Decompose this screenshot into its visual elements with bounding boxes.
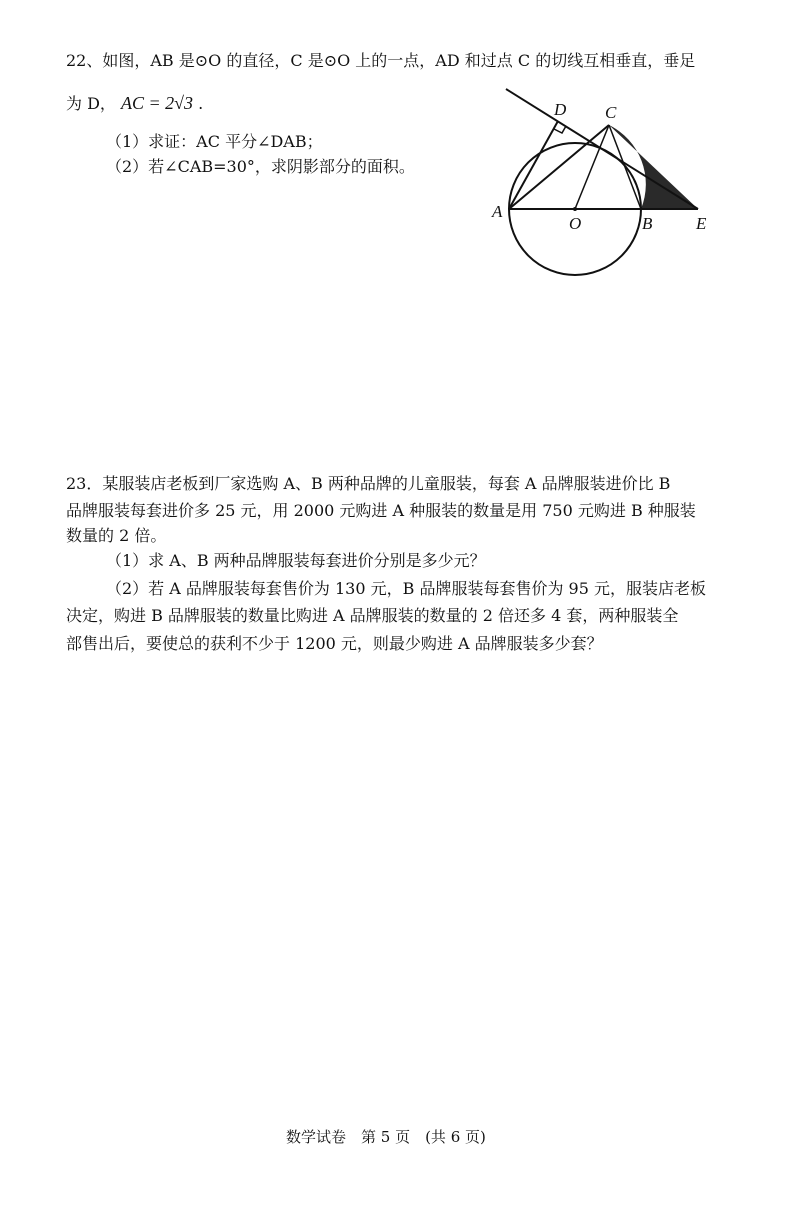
q23-stem-line2: 品牌服装每套进价多 25 元，用 2000 元购进 A 种服装的数量是用 750 元购进 B 种服装 — [66, 501, 696, 520]
q23-stem-line1: 23．某服装店老板到厂家选购 A、B 两种品牌的儿童服装，每套 A 品牌服装进价比 B — [66, 474, 671, 493]
q22-stem-line1: 22、如图，AB 是⊙O 的直径，C 是⊙O 上的一点，AD 和过点 C 的切线互相垂直，垂足 — [66, 51, 696, 70]
q22-geometry-figure — [470, 85, 730, 285]
label-a: A — [492, 202, 503, 221]
segment-oc — [575, 125, 609, 209]
label-e: E — [696, 214, 707, 233]
q23-part2-line2: 决定，购进 B 品牌服装的数量比购进 A 品牌服装的数量的 2 倍还多 4 套，两种服装全 — [66, 606, 679, 625]
tangent-line — [506, 89, 698, 209]
segment-ad — [509, 121, 558, 209]
label-o: O — [569, 214, 582, 233]
q22-stem-line2 — [66, 92, 203, 115]
q23-part1: （1）求 A、B 两种品牌服装每套进价分别是多少元？ — [106, 551, 486, 570]
q22-stem-prefix: 为 D， — [66, 94, 116, 113]
geometry-diagram — [470, 85, 730, 285]
q22-stem-suffix: . — [198, 94, 204, 113]
page-footer: 数学试卷 第 5 页 (共 6 页) — [286, 1128, 486, 1146]
shaded-region — [609, 125, 698, 209]
q22-part1: （1）求证：AC 平分∠DAB； — [106, 132, 323, 151]
q23-part2-line3: 部售出后，要使总的获利不少于 1200 元，则最少购进 A 品牌服装多少套？ — [66, 634, 603, 653]
center-point — [573, 207, 577, 211]
label-c: C — [605, 103, 617, 122]
q23-stem-line3: 数量的 2 倍。 — [66, 526, 167, 545]
q23-part2-line1: （2）若 A 品牌服装每套售价为 130 元，B 品牌服装每套售价为 95 元，服装店老板 — [106, 579, 706, 598]
label-b: B — [642, 214, 653, 233]
label-d: D — [554, 100, 567, 119]
right-angle-mark — [554, 126, 566, 133]
q22-part2: （2）若∠CAB=30°，求阴影部分的面积。 — [106, 157, 415, 176]
q22-ac-length: AC = 2√3 — [121, 93, 194, 113]
